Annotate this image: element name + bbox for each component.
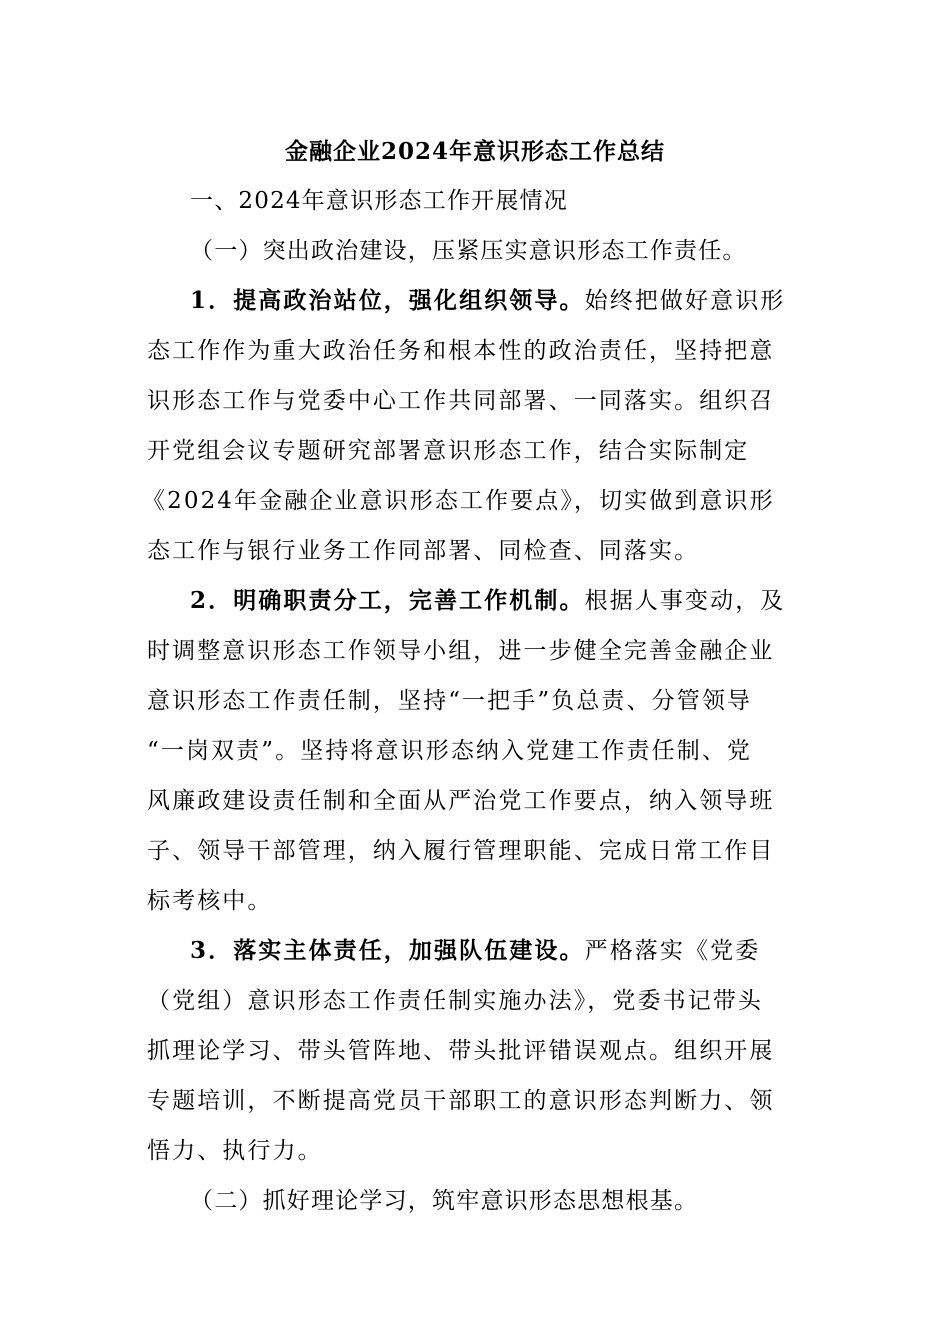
- document-title: 金融企业2024年意识形态工作总结: [284, 138, 665, 165]
- item-2-line: 时调整意识形态工作领导小组，进一步健全完善金融企业: [147, 638, 775, 664]
- item-1-bold-heading: 1．提高政治站位，强化组织领导。: [190, 287, 585, 314]
- item-1-first-line: [190, 281, 850, 321]
- item-3-bold-heading: 3．落实主体责任，加强队伍建设。: [190, 937, 585, 964]
- item-1-line: 开党组会议专题研究部署意识形态工作，结合实际制定: [147, 438, 750, 464]
- item-1-first-line-text: 始终把做好意识形: [584, 288, 786, 314]
- item-1-line: 态工作作为重大政治任务和根本性的政治责任，坚持把意: [147, 338, 775, 364]
- subsection-heading-2: （二）抓好理论学习，筑牢意识形态思想根基。: [190, 1188, 699, 1214]
- item-3-first-line: [190, 931, 850, 971]
- item-2-line: 标考核中。: [147, 888, 273, 914]
- item-3-line: 悟力、执行力。: [147, 1138, 323, 1164]
- item-1-line: 识形态工作与党委中心工作共同部署、一同落实。组织召: [147, 388, 775, 414]
- item-2-line: 风廉政建设责任制和全面从严治党工作要点，纳入领导班: [147, 788, 775, 814]
- subsection-heading-1: （一）突出政治建设，压紧压实意识形态工作责任。: [190, 238, 747, 264]
- item-2-line: 意识形态工作责任制，坚持“一把手”负总责、分管领导: [147, 688, 753, 714]
- item-3-first-line-text: 严格落实《党委: [584, 938, 761, 964]
- item-2-line: “一岗双责”。坚持将意识形态纳入党建工作责任制、党: [147, 738, 753, 764]
- item-1-line: 态工作与银行业务工作同部署、同检查、同落实。: [147, 538, 700, 564]
- item-2-first-line: [190, 581, 850, 621]
- item-3-line: 抓理论学习、带头管阵地、带头批评错误观点。组织开展: [147, 1038, 775, 1064]
- item-3-line: （党组）意识形态工作责任制实施办法》，党委书记带头: [147, 988, 763, 1014]
- item-1-line: 《2024年金融企业意识形态工作要点》，切实做到意识形: [142, 488, 775, 514]
- item-3-line: 专题培训，不断提高党员干部职工的意识形态判断力、领: [147, 1088, 775, 1114]
- item-2-first-line-text: 根据人事变动，及: [584, 588, 786, 614]
- item-2-line: 子、领导干部管理，纳入履行管理职能、完成日常工作目: [147, 838, 775, 864]
- section-heading-1: 一、2024年意识形态工作开展情况: [190, 188, 568, 214]
- item-2-bold-heading: 2．明确职责分工，完善工作机制。: [190, 587, 585, 614]
